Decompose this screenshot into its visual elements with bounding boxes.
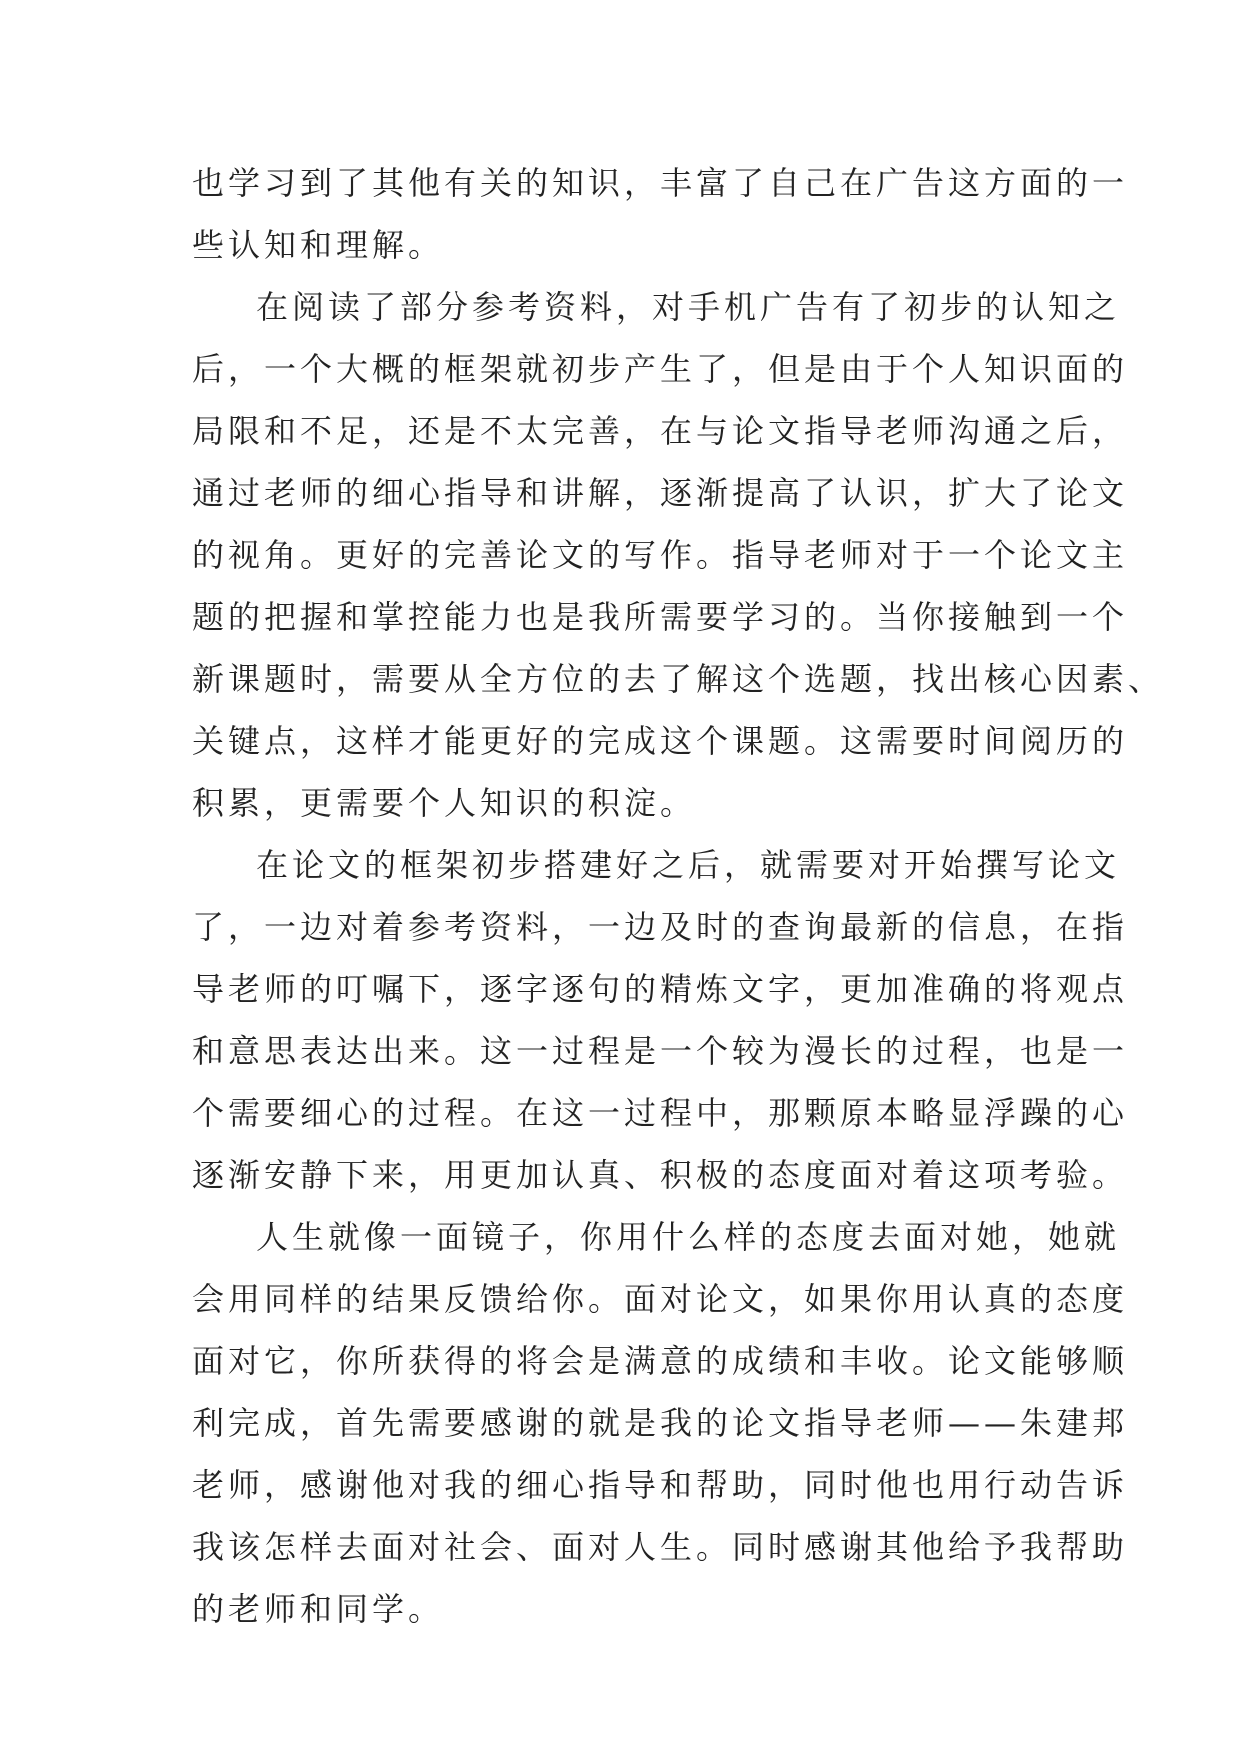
- text-line: 也学习到了其他有关的知识，丰富了自己在广告这方面的一: [192, 164, 1129, 202]
- text-line: 会用同样的结果反馈给你。面对论文，如果你用认真的态度: [192, 1280, 1129, 1318]
- text-line: 逐渐安静下来，用更加认真、积极的态度面对着这项考验。: [192, 1156, 1129, 1194]
- paragraph-3: [192, 834, 1129, 1206]
- text-line: 老师，感谢他对我的细心指导和帮助，同时他也用行动告诉: [192, 1466, 1129, 1504]
- text-line: 关键点，这样才能更好的完成这个课题。这需要时间阅历的: [192, 722, 1129, 760]
- text-line: 局限和不足，还是不太完善，在与论文指导老师沟通之后，: [192, 412, 1129, 450]
- text-line: 了，一边对着参考资料，一边及时的查询最新的信息，在指: [192, 908, 1129, 946]
- text-line: 利完成，首先需要感谢的就是我的论文指导老师——朱建邦: [192, 1404, 1129, 1442]
- text-line: 通过老师的细心指导和讲解，逐渐提高了认识，扩大了论文: [192, 474, 1129, 512]
- paragraph-1: [192, 152, 1129, 276]
- text-line: 人生就像一面镜子，你用什么样的态度去面对她，她就: [256, 1218, 1121, 1256]
- text-line: 的视角。更好的完善论文的写作。指导老师对于一个论文主: [192, 536, 1129, 574]
- text-line: 和意思表达出来。这一过程是一个较为漫长的过程，也是一: [192, 1032, 1129, 1070]
- text-line: 后，一个大概的框架就初步产生了，但是由于个人知识面的: [192, 350, 1129, 388]
- text-line: 题的把握和掌控能力也是我所需要学习的。当你接触到一个: [192, 598, 1129, 636]
- paragraph-4: [192, 1206, 1129, 1640]
- text-line: 些认知和理解。: [192, 226, 445, 264]
- body-text: [192, 152, 1165, 1640]
- paragraph-2: [192, 276, 1165, 834]
- text-line: 面对它，你所获得的将会是满意的成绩和丰收。论文能够顺: [192, 1342, 1129, 1380]
- text-line: 个需要细心的过程。在这一过程中，那颗原本略显浮躁的心: [192, 1094, 1129, 1132]
- text-line: 在论文的框架初步搭建好之后，就需要对开始撰写论文: [256, 846, 1121, 884]
- text-line: 导老师的叮嘱下，逐字逐句的精炼文字，更加准确的将观点: [192, 970, 1129, 1008]
- text-line: 新课题时，需要从全方位的去了解这个选题，找出核心因素、: [192, 660, 1165, 698]
- text-line: 我该怎样去面对社会、面对人生。同时感谢其他给予我帮助: [192, 1528, 1129, 1566]
- text-line: 的老师和同学。: [192, 1590, 445, 1628]
- text-line: 积累，更需要个人知识的积淀。: [192, 784, 697, 822]
- text-line: 在阅读了部分参考资料，对手机广告有了初步的认知之: [256, 288, 1121, 326]
